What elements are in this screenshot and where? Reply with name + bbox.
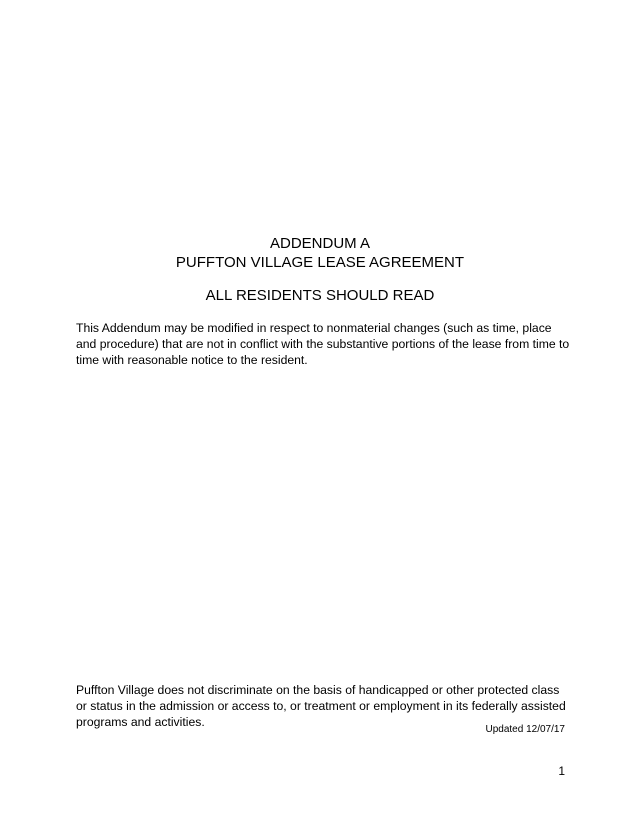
addendum-intro-paragraph: This Addendum may be modified in respect to nonmaterial changes (such as time, place and procedure) that are not in conflict with the substantive portions of the lease from time to time with reasonable notice to the resident.: [76, 321, 570, 367]
page-number: 1: [558, 764, 565, 778]
addendum-title: ADDENDUM A: [269, 235, 370, 252]
nondiscrimination-notice: Puffton Village does not discriminate on the basis of handicapped or other protected class or status in the admission or access to, or treatment or employment in its federally assisted programs and activities.: [76, 683, 566, 729]
updated-date: Updated 12/07/17: [485, 724, 565, 735]
lease-agreement-title: PUFFTON VILLAGE LEASE AGREEMENT: [175, 254, 465, 271]
residents-notice-heading: ALL RESIDENTS SHOULD READ: [205, 287, 435, 304]
